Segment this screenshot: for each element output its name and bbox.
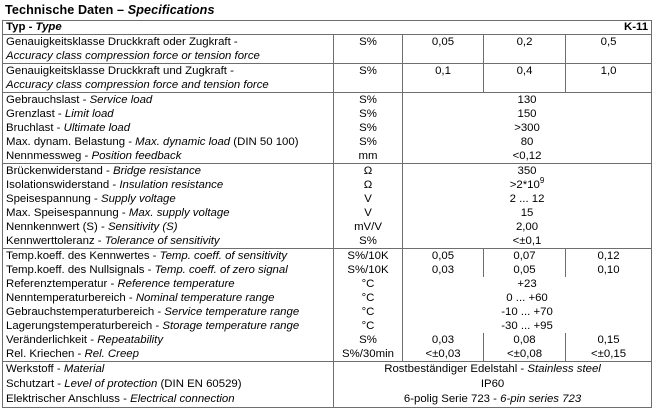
row-label-en: Material	[63, 363, 105, 375]
row-label-de: Elektrischer Anschluss -	[6, 393, 127, 405]
row-label-de: Genauigkeitsklasse Druckkraft oder Zugkraft -	[6, 36, 238, 48]
unit-cell: S%/30min	[334, 347, 403, 362]
unit-cell: S%	[334, 234, 403, 249]
row-label-en: Nominal temperature range	[135, 292, 275, 304]
spec-group-5	[3, 249, 652, 362]
unit-cell: °C	[334, 305, 403, 319]
value-cell: 0,08	[484, 333, 566, 347]
unit-cell: V	[334, 192, 403, 206]
value-cell-merged: 150	[403, 107, 652, 121]
unit-cell: S%/10K	[334, 263, 403, 277]
row-label	[3, 249, 334, 264]
unit-cell: mV/V	[334, 220, 403, 234]
row-label-en: Service temperature range	[164, 306, 300, 318]
table-row	[3, 305, 652, 319]
row-label	[3, 377, 334, 392]
table-header-row	[3, 21, 652, 35]
row-label-en: Position feedback	[91, 150, 182, 162]
row-label-en: Repeatability	[97, 334, 164, 346]
table-row	[3, 319, 652, 333]
row-label	[3, 392, 334, 408]
value-cell: 0,4	[484, 64, 566, 93]
spec-group-2	[3, 64, 652, 93]
row-label	[3, 305, 334, 319]
value-cell-merged: <±0,1	[403, 234, 652, 249]
row-label-de: Genauigkeitsklasse Druckkraft und Zugkraft -	[6, 65, 234, 77]
table-row	[3, 135, 652, 149]
value-en: 6-pin series 723	[500, 393, 582, 405]
value-cell: 0,2	[484, 35, 566, 64]
value-cell-merged: 0 ... +60	[403, 291, 652, 305]
row-label	[3, 234, 334, 249]
row-label-de: Gebrauchstemperaturbereich -	[6, 306, 162, 318]
unit-cell: S%/10K	[334, 249, 403, 264]
table-row	[3, 107, 652, 121]
table-row	[3, 35, 652, 64]
row-label-de: Brückenwiderstand -	[6, 165, 110, 177]
value-cell: <±0,08	[484, 347, 566, 362]
unit-cell: S%	[334, 333, 403, 347]
value-cell: 0,05	[403, 249, 484, 264]
table-row	[3, 291, 652, 305]
spec-group-4	[3, 164, 652, 249]
unit-cell: S%	[334, 121, 403, 135]
value-cell: 0,12	[566, 249, 652, 264]
row-label	[3, 220, 334, 234]
spec-group-6	[3, 362, 652, 408]
value-cell-merged: -10 ... +70	[403, 305, 652, 319]
unit-cell: Ω	[334, 164, 403, 179]
unit-cell: °C	[334, 291, 403, 305]
value-cell-merged: 15	[403, 206, 652, 220]
value-cell-merged: <0,12	[403, 149, 652, 164]
row-label-de: Werkstoff -	[6, 363, 61, 375]
row-label-suffix: (DIN 50 100)	[230, 136, 299, 148]
row-label-en: Accuracy class compression force or tension force	[6, 50, 260, 62]
row-label	[3, 107, 334, 121]
value-superscript: 9	[539, 176, 545, 186]
value-cell: 0,05	[403, 35, 484, 64]
row-label-de: Lagerungstemperaturbereich -	[6, 320, 160, 332]
value-cell: <±0,03	[403, 347, 484, 362]
row-label-en: Sensitivity (S)	[107, 221, 178, 233]
row-label	[3, 164, 334, 179]
unit-cell: S%	[334, 135, 403, 149]
row-label	[3, 64, 334, 93]
row-label-en: Reference temperature	[117, 278, 235, 290]
table-row	[3, 178, 652, 192]
table-header-group	[3, 21, 652, 35]
table-row	[3, 206, 652, 220]
table-row	[3, 263, 652, 277]
model-label: K-11	[624, 21, 649, 33]
value-cell: <±0,15	[566, 347, 652, 362]
row-label	[3, 192, 334, 206]
unit-cell: Ω	[334, 178, 403, 192]
value-cell: 0,15	[566, 333, 652, 347]
row-label-en: Bridge resistance	[113, 165, 202, 177]
row-label-de: Temp.koeff. des Kennwertes -	[6, 250, 157, 262]
row-label-de: Rel. Kriechen -	[6, 348, 82, 360]
row-label-de: Isolationswiderstand -	[6, 179, 117, 191]
value-cell-merged: >300	[403, 121, 652, 135]
row-label-de: Grenzlast -	[6, 108, 62, 120]
row-label	[3, 333, 334, 347]
spec-group-1	[3, 35, 652, 64]
table-row	[3, 64, 652, 93]
spec-group-3	[3, 93, 652, 164]
row-label	[3, 35, 334, 64]
row-label	[3, 149, 334, 164]
row-label-en: Max. dynamic load	[135, 136, 231, 148]
row-label-en: Electrical connection	[130, 393, 235, 405]
unit-cell: S%	[334, 107, 403, 121]
value-cell-merged: IP60	[334, 377, 652, 392]
value-cell: 0,03	[403, 333, 484, 347]
unit-cell: mm	[334, 149, 403, 164]
row-label-de: Nennkennwert (S) -	[6, 221, 105, 233]
type-label-en: Type	[35, 21, 62, 33]
table-row	[3, 121, 652, 135]
row-label-de: Nenntemperaturbereich -	[6, 292, 133, 304]
value-cell-merged: $>2*10^9$	[403, 178, 652, 192]
table-row	[3, 362, 652, 378]
row-label-en: Level of protection	[64, 378, 158, 390]
row-label-en: Accuracy class compression force and tension force	[6, 79, 269, 91]
row-label-de: Referenztemperatur -	[6, 278, 115, 290]
unit-cell: °C	[334, 277, 403, 291]
row-label	[3, 319, 334, 333]
table-row	[3, 164, 652, 179]
table-row	[3, 192, 652, 206]
row-label	[3, 121, 334, 135]
value-cell-merged: 6-polig Serie 723 - 6-pin series 723	[334, 392, 652, 408]
value-cell: 0,03	[403, 263, 484, 277]
row-label-en: Storage temperature range	[162, 320, 300, 332]
table-row	[3, 249, 652, 264]
row-label-de: Max. dynam. Belastung -	[6, 136, 132, 148]
row-label	[3, 362, 334, 378]
unit-cell: S%	[334, 64, 403, 93]
value-cell-merged: 130	[403, 93, 652, 108]
type-label	[6, 21, 62, 34]
row-label-en: Max. supply voltage	[128, 207, 230, 219]
value-cell: 0,07	[484, 249, 566, 264]
row-label	[3, 135, 334, 149]
value-en: Stainless steel	[527, 363, 601, 375]
row-label-en: Rel. Creep	[84, 348, 139, 360]
row-label-suffix: (DIN EN 60529)	[157, 378, 242, 390]
row-label-de: Schutzart -	[6, 378, 62, 390]
table-row	[3, 347, 652, 362]
row-label-de: Veränderlichkeit -	[6, 334, 95, 346]
row-label-en: Limit load	[64, 108, 114, 120]
row-label-de: Max. Speisespannung -	[6, 207, 126, 219]
table-row	[3, 220, 652, 234]
table-row	[3, 93, 652, 108]
unit-cell: S%	[334, 35, 403, 64]
value-cell: 0,1	[403, 64, 484, 93]
value-cell-merged: 80	[403, 135, 652, 149]
row-label-en: Service load	[89, 94, 153, 106]
row-label	[3, 263, 334, 277]
unit-cell: °C	[334, 319, 403, 333]
row-label-en: Temp. coeff. of zero signal	[154, 264, 288, 276]
table-row	[3, 234, 652, 249]
row-label-de: Bruchlast -	[6, 122, 61, 134]
unit-cell: S%	[334, 93, 403, 108]
row-label-de: Nennmessweg -	[6, 150, 89, 162]
row-label-en: Supply voltage	[101, 193, 176, 205]
row-label-de: Speisespannung -	[6, 193, 98, 205]
row-label-en: Ultimate load	[63, 122, 131, 134]
value-cell: 1,0	[566, 64, 652, 93]
value-cell-merged: 2,00	[403, 220, 652, 234]
row-label	[3, 347, 334, 362]
page-title-en: Specifications	[127, 3, 215, 17]
table-row	[3, 149, 652, 164]
value-cell-merged: 2 ... 12	[403, 192, 652, 206]
table-row	[3, 392, 652, 408]
value-cell-merged: Rostbeständiger Edelstahl - Stainless steel	[334, 362, 652, 378]
value-cell: 0,10	[566, 263, 652, 277]
row-label	[3, 178, 334, 192]
row-label-de: Kennwerttoleranz -	[6, 235, 102, 247]
type-label-de: Typ -	[6, 21, 33, 33]
row-label-en: Insulation resistance	[119, 179, 224, 191]
row-label	[3, 291, 334, 305]
row-label-en: Temp. coeff. of sensitivity	[159, 250, 288, 262]
value-cell-merged: 350	[403, 164, 652, 179]
row-label-de: Gebrauchslast -	[6, 94, 87, 106]
table-row	[3, 377, 652, 392]
row-label-de: Temp.koeff. des Nullsignals -	[6, 264, 152, 276]
table-row	[3, 277, 652, 291]
row-label	[3, 93, 334, 108]
value-cell: 0,5	[566, 35, 652, 64]
value-cell: 0,05	[484, 263, 566, 277]
page-title-de: Technische Daten –	[5, 3, 125, 17]
value-cell-merged: +23	[403, 277, 652, 291]
value-cell-merged: -30 ... +95	[403, 319, 652, 333]
row-label	[3, 277, 334, 291]
row-label-en: Tolerance of sensitivity	[104, 235, 220, 247]
page-title	[5, 3, 651, 17]
table-row	[3, 333, 652, 347]
unit-cell: V	[334, 206, 403, 220]
header-cell	[3, 21, 652, 35]
spec-table	[2, 20, 652, 408]
row-label	[3, 206, 334, 220]
